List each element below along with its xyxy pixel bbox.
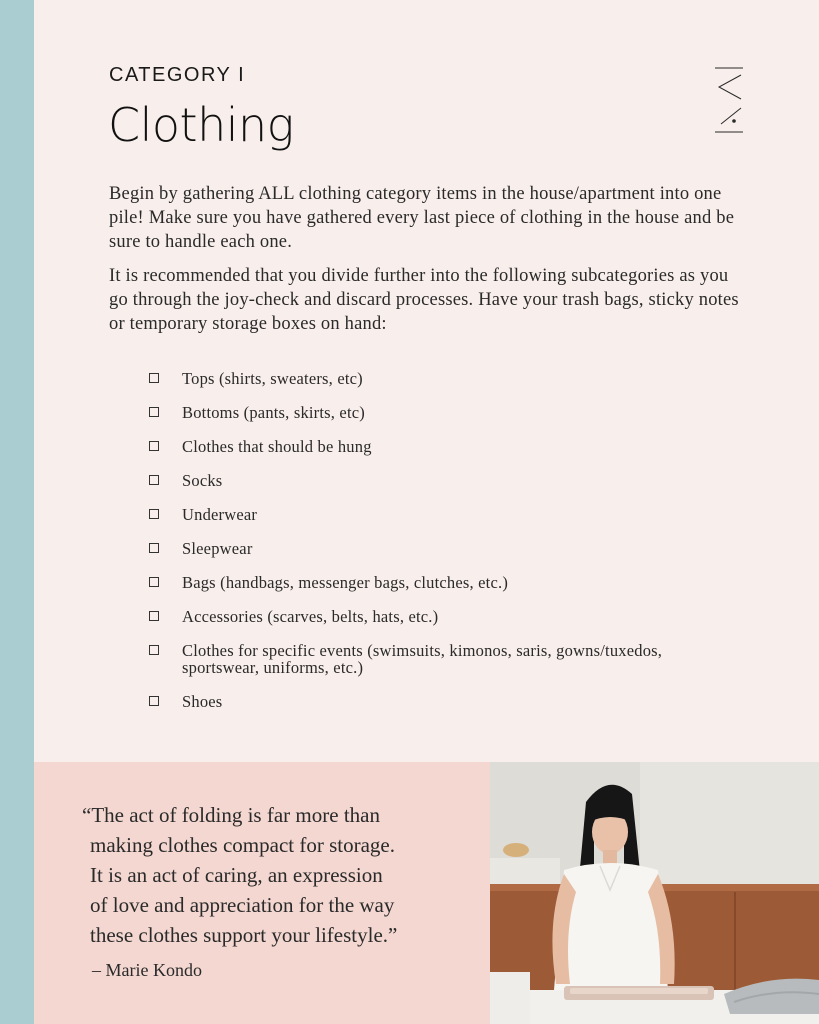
checklist-item-label: Bottoms (pants, skirts, etc) — [182, 403, 365, 422]
checkbox-icon[interactable] — [149, 509, 159, 519]
quote-line: these clothes support your lifestyle.” — [90, 923, 398, 947]
checkbox-icon[interactable] — [149, 696, 159, 706]
checkbox-icon[interactable] — [149, 577, 159, 587]
checklist-item[interactable] — [148, 404, 748, 421]
checkbox-icon[interactable] — [149, 475, 159, 485]
checklist-item-label: Clothes that should be hung — [182, 437, 372, 456]
quote-attribution: – Marie Kondo — [92, 960, 202, 980]
checklist-item[interactable] — [148, 574, 748, 591]
checklist-item[interactable] — [148, 506, 748, 523]
checklist-item-label: Clothes for specific events (swimsuits, kimonos, saris, gowns/tuxedos, sportswear, uniforms, etc.) — [182, 641, 663, 677]
photo-illustration — [490, 762, 819, 1024]
checklist-item-label: Sleepwear — [182, 539, 253, 558]
checklist-item[interactable] — [148, 438, 748, 455]
checklist-item[interactable] — [148, 642, 748, 676]
checklist-item[interactable] — [148, 540, 748, 557]
left-accent-stripe — [0, 0, 34, 1024]
checklist-item-label: Accessories (scarves, belts, hats, etc.) — [182, 607, 439, 626]
checklist-item[interactable] — [148, 370, 748, 387]
subcategory-checklist — [148, 370, 748, 710]
checklist-item-label: Underwear — [182, 505, 258, 524]
quote-line: of love and appreciation for the way — [90, 893, 395, 917]
checklist-item-label: Tops (shirts, sweaters, etc) — [182, 369, 363, 388]
checkbox-icon[interactable] — [149, 373, 159, 383]
checklist-item[interactable] — [148, 472, 748, 489]
checkbox-icon[interactable] — [149, 543, 159, 553]
photo-woman-folding-clothes — [490, 762, 819, 1024]
intro-paragraph-1: Begin by gathering ALL clothing category items in the house/apartment into one pile! Make sure you have gathered every last piece of clothing in the house and be sure to handle each one. — [109, 184, 735, 252]
page-title: Clothing — [108, 98, 294, 152]
konmari-monogram-icon — [713, 66, 745, 134]
quote-text — [82, 800, 470, 950]
quote-panel — [34, 762, 490, 1024]
checkbox-icon[interactable] — [149, 645, 159, 655]
checkbox-icon[interactable] — [149, 407, 159, 417]
checklist-item[interactable] — [148, 608, 748, 625]
checklist-item-label: Socks — [182, 471, 223, 490]
quote-line: “The act of folding is far more than — [82, 803, 380, 827]
quote-line: making clothes compact for storage. — [90, 833, 395, 857]
intro-paragraph-2: It is recommended that you divide further into the following subcategories as you go through the joy-check and discard processes. Have your trash bags, sticky notes or temporary storage boxes on hand: — [109, 266, 739, 334]
checkbox-icon[interactable] — [149, 441, 159, 451]
checkbox-icon[interactable] — [149, 611, 159, 621]
category-eyebrow: CATEGORY I — [109, 64, 246, 86]
checklist-item-label: Bags (handbags, messenger bags, clutches, etc.) — [182, 573, 509, 592]
checklist-item-label: Shoes — [182, 692, 223, 711]
quote-line: It is an act of caring, an expression — [90, 863, 383, 887]
checklist-item[interactable] — [148, 693, 748, 710]
